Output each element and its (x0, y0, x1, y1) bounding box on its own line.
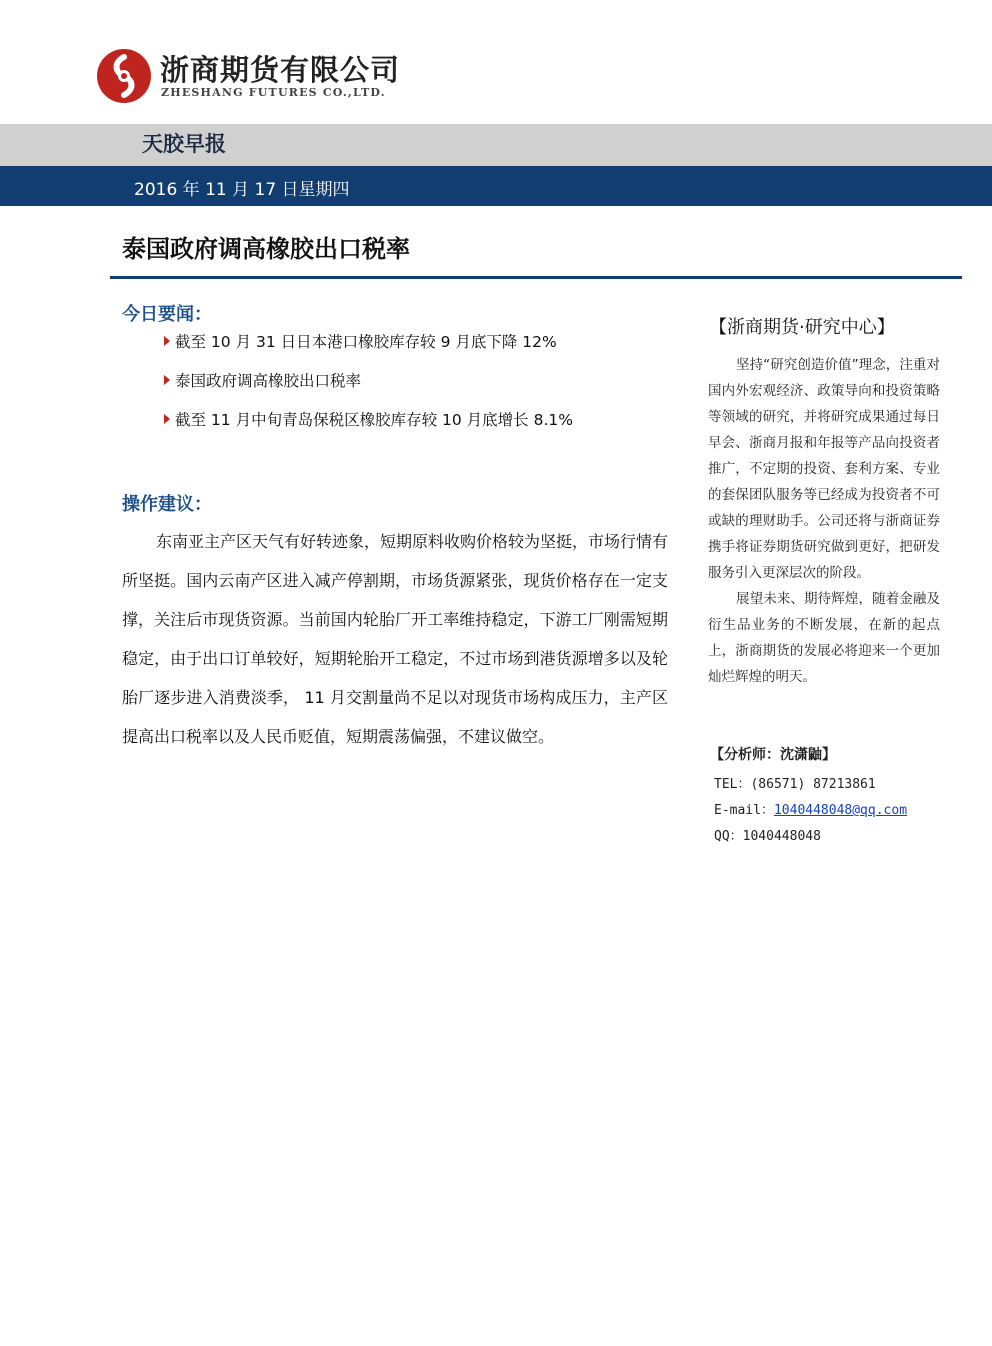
sidebar-paragraph: 坚持“研究创造价值”理念，注重对国内外宏观经济、政策导向和投资策略等领域的研究，并将研究成果通过每日早会、浙商月报和年报等产品向投资者推广，不定期的投资、套利方案、专业的套保团队服务等已经成为投资者不可或缺的理财助手。公司还将与浙商证券携手将证券期货研究做到更好，把研发服务引入更深层次的阶段。 (708, 357, 940, 581)
report-type: 天胶早报 (142, 132, 226, 156)
news-section-title: 今日要闻： (122, 304, 212, 325)
news-list (164, 330, 573, 447)
report-date: 2016 年 11 月 17 日星期四 (134, 180, 350, 200)
advice-body: 东南亚主产区天气有好转迹象，短期原料收购价格较为坚挺，市场行情有所坚挺。国内云南产区进入减产停割期，市场货源紧张，现货价格存在一定支撑，关注后市现货资源。当前国内轮胎厂开工率维持稳定，下游工厂刚需短期稳定，由于出口订单较好，短期轮胎开工稳定，不过市场到港货源增多以及轮胎厂逐步进入消费淡季， 11 月交割量尚不足以对现货市场构成压力，主产区提高出口税率以及人民币贬值，短期震荡偏强，不建议做空。 (122, 532, 669, 746)
news-item (164, 408, 573, 447)
news-item-text: 泰国政府调高橡胶出口税率 (175, 372, 362, 390)
advice-section-title: 操作建议： (122, 494, 212, 515)
triangle-bullet-icon (164, 414, 170, 424)
news-item (164, 369, 573, 408)
analyst-qq: QQ：1040448048 (714, 829, 821, 844)
company-name-en: ZHESHANG FUTURES CO.,LTD. (161, 86, 386, 99)
email-link[interactable]: 1040448048@qq.com (773, 803, 908, 818)
triangle-bullet-icon (164, 375, 170, 385)
sidebar-description (708, 352, 940, 690)
analyst-tel: TEL：(86571) 87213861 (714, 777, 876, 792)
headline-divider (110, 276, 962, 279)
triangle-bullet-icon (164, 336, 170, 346)
news-item-text: 截至 11 月中旬青岛保税区橡胶库存较 10 月底增长 8.1% (175, 411, 573, 429)
email-label: E-mail： (714, 803, 774, 818)
sidebar-title: 【浙商期货·研究中心】 (709, 317, 895, 338)
news-item (164, 330, 573, 369)
analyst-title: 【分析师：沈潇鼬】 (710, 747, 836, 763)
news-item-text: 截至 10 月 31 日日本港口橡胶库存较 9 月底下降 12% (175, 333, 557, 351)
company-logo-icon (96, 48, 152, 104)
company-name-cn: 浙商期货有限公司 (160, 53, 401, 87)
headline: 泰国政府调高橡胶出口税率 (122, 235, 410, 263)
analyst-email-row (714, 799, 907, 818)
sidebar-paragraph: 展望未来、期待辉煌，随着金融及衍生品业务的不断发展，在新的起点上，浙商期货的发展必将迎来一个更加灿烂辉煌的明天。 (708, 591, 940, 685)
